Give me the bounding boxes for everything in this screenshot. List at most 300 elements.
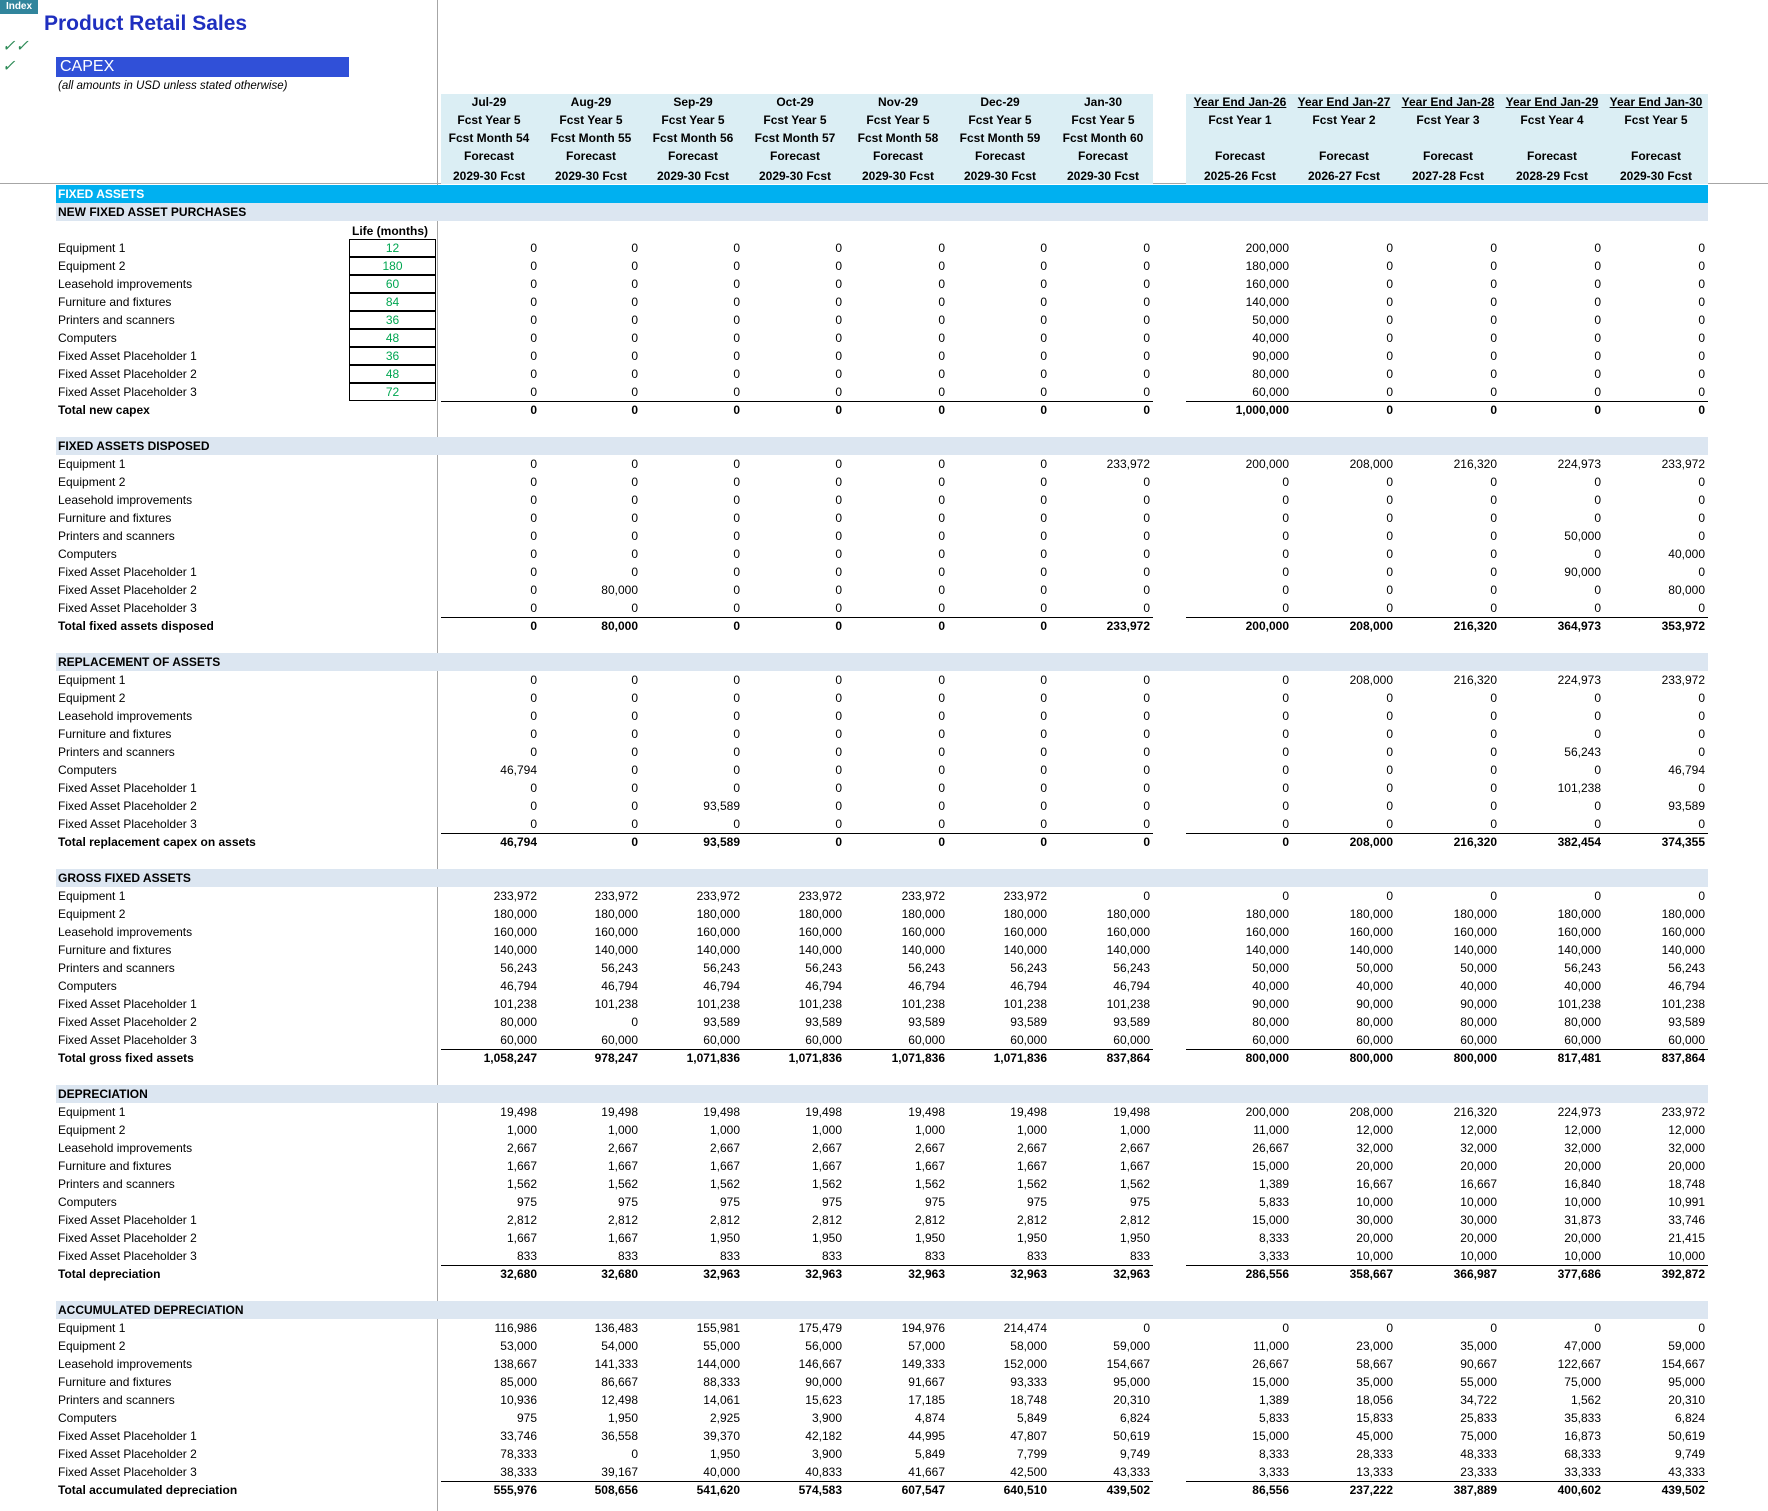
fixed-assets-bar <box>56 185 1708 203</box>
cell-value: 833 <box>516 1249 537 1263</box>
cell-value: 32,000 <box>1668 1141 1705 1155</box>
total-value: 93,589 <box>703 835 740 849</box>
column-header-date: Oct-29 <box>776 95 814 109</box>
cell-value: 0 <box>938 781 945 795</box>
cell-value: 0 <box>530 727 537 741</box>
subtitle: (all amounts in USD unless stated otherwise) <box>58 80 288 92</box>
row-label: Computers <box>58 763 117 777</box>
cell-value: 8,333 <box>1258 1231 1289 1245</box>
cell-value: 214,474 <box>1003 1321 1047 1335</box>
check-icon-double: ✓✓ <box>2 38 29 55</box>
total-value: 0 <box>835 619 842 633</box>
row-label: Equipment 2 <box>58 1339 126 1353</box>
cell-value: 19,498 <box>703 1105 740 1119</box>
cell-value: 32,000 <box>1356 1141 1393 1155</box>
row-label: Printers and scanners <box>58 529 175 543</box>
cell-value: 0 <box>1143 475 1150 489</box>
total-value: 387,889 <box>1453 1483 1497 1497</box>
cell-value: 155,981 <box>696 1321 740 1335</box>
cell-value: 0 <box>1282 475 1289 489</box>
cell-value: 0 <box>1386 709 1393 723</box>
cell-value: 15,000 <box>1252 1159 1289 1173</box>
cell-value: 0 <box>631 457 638 471</box>
cell-value: 58,667 <box>1356 1357 1393 1371</box>
cell-value: 56,243 <box>1564 961 1601 975</box>
cell-value: 93,589 <box>703 1015 740 1029</box>
cell-value: 0 <box>530 745 537 759</box>
row-label: Equipment 1 <box>58 241 126 255</box>
cell-value: 33,333 <box>1564 1465 1601 1479</box>
total-label: Total fixed assets disposed <box>58 619 214 633</box>
cell-value: 32,000 <box>1460 1141 1497 1155</box>
column-header-date: Year End Jan-28 <box>1401 95 1495 109</box>
section-label: ACCUMULATED DEPRECIATION <box>58 1303 244 1317</box>
row-label: Printers and scanners <box>58 1393 175 1407</box>
cell-value: 95,000 <box>1668 1375 1705 1389</box>
cell-value: 0 <box>835 745 842 759</box>
cell-value: 0 <box>938 799 945 813</box>
total-value: 0 <box>1143 835 1150 849</box>
cell-value: 180,000 <box>1003 907 1047 921</box>
cell-value: 0 <box>1698 313 1705 327</box>
column-header-fy: 2029-30 Fcst <box>1066 169 1140 183</box>
cell-value: 90,000 <box>1564 565 1601 579</box>
cell-value: 154,667 <box>1661 1357 1705 1371</box>
row-label: Fixed Asset Placeholder 3 <box>58 1033 197 1047</box>
cell-value: 0 <box>835 547 842 561</box>
cell-value: 0 <box>1282 691 1289 705</box>
cell-value: 1,950 <box>914 1231 945 1245</box>
section-bar <box>56 1085 1708 1103</box>
cell-value: 33,746 <box>500 1429 537 1443</box>
cell-value: 0 <box>938 529 945 543</box>
total-value: 555,976 <box>493 1483 537 1497</box>
cell-value: 975 <box>1026 1195 1047 1209</box>
cell-value: 0 <box>1386 511 1393 525</box>
cell-value: 0 <box>733 295 740 309</box>
total-value: 200,000 <box>1245 619 1289 633</box>
cell-value: 146,667 <box>798 1357 842 1371</box>
column-header-month: Fcst Month 60 <box>1062 131 1144 145</box>
cell-value: 0 <box>1143 799 1150 813</box>
life-months-input[interactable]: 36 <box>349 347 436 365</box>
cell-value: 59,000 <box>1113 1339 1150 1353</box>
cell-value: 0 <box>733 241 740 255</box>
cell-value: 0 <box>1490 1321 1497 1335</box>
cell-value: 0 <box>938 241 945 255</box>
cell-value: 0 <box>835 241 842 255</box>
cell-value: 0 <box>1143 745 1150 759</box>
total-label: Total new capex <box>58 403 150 417</box>
cell-value: 0 <box>1594 1321 1601 1335</box>
cell-value: 0 <box>835 691 842 705</box>
cell-value: 20,310 <box>1113 1393 1150 1407</box>
cell-value: 0 <box>733 565 740 579</box>
column-header-date: Sep-29 <box>673 95 713 109</box>
total-rule <box>1186 833 1708 834</box>
cell-value: 0 <box>733 367 740 381</box>
row-label: Furniture and fixtures <box>58 1159 172 1173</box>
cell-value: 0 <box>733 313 740 327</box>
column-header-type: Forecast <box>1214 149 1266 163</box>
life-months-input[interactable]: 48 <box>349 329 436 347</box>
cell-value: 180,000 <box>1661 907 1705 921</box>
cell-value: 16,667 <box>1356 1177 1393 1191</box>
cell-value: 1,667 <box>607 1159 638 1173</box>
cell-value: 0 <box>1040 241 1047 255</box>
cell-value: 56,243 <box>703 961 740 975</box>
cell-value: 160,000 <box>901 925 945 939</box>
column-header-type: Forecast <box>1077 149 1129 163</box>
cell-value: 40,000 <box>1252 979 1289 993</box>
cell-value: 0 <box>1040 781 1047 795</box>
life-months-input[interactable]: 84 <box>349 293 436 311</box>
row-label: Printers and scanners <box>58 745 175 759</box>
cell-value: 0 <box>1594 493 1601 507</box>
cell-value: 43,333 <box>1668 1465 1705 1479</box>
cell-value: 3,900 <box>811 1411 842 1425</box>
cell-value: 0 <box>1698 367 1705 381</box>
cell-value: 140,000 <box>1557 943 1601 957</box>
cell-value: 160,000 <box>696 925 740 939</box>
cell-value: 0 <box>938 601 945 615</box>
total-value: 640,510 <box>1003 1483 1047 1497</box>
cell-value: 90,000 <box>1460 997 1497 1011</box>
cell-value: 56,243 <box>601 961 638 975</box>
cell-value: 0 <box>733 457 740 471</box>
cell-value: 0 <box>530 547 537 561</box>
cell-value: 0 <box>938 763 945 777</box>
total-rule <box>1186 1481 1708 1482</box>
cell-value: 28,333 <box>1356 1447 1393 1461</box>
total-value: 0 <box>530 619 537 633</box>
cell-value: 0 <box>530 259 537 273</box>
life-months-input[interactable]: 36 <box>349 311 436 329</box>
cell-value: 60,000 <box>1356 1033 1393 1047</box>
row-label: Fixed Asset Placeholder 2 <box>58 1231 197 1245</box>
cell-value: 0 <box>1143 601 1150 615</box>
row-label: Equipment 2 <box>58 475 126 489</box>
cell-value: 975 <box>1129 1195 1150 1209</box>
cell-value: 1,950 <box>811 1231 842 1245</box>
cell-value: 0 <box>1594 511 1601 525</box>
section-bar <box>56 869 1708 887</box>
cell-value: 0 <box>835 727 842 741</box>
cell-value: 0 <box>631 781 638 795</box>
cell-value: 10,991 <box>1668 1195 1705 1209</box>
column-header-year: Fcst Year 1 <box>1208 113 1272 127</box>
total-label: Total depreciation <box>58 1267 161 1281</box>
section-label: GROSS FIXED ASSETS <box>58 871 191 885</box>
page-title: Product Retail Sales <box>44 12 248 35</box>
cell-value: 0 <box>1698 889 1705 903</box>
cell-value: 46,794 <box>601 979 638 993</box>
cell-value: 0 <box>1282 529 1289 543</box>
cell-value: 0 <box>1490 277 1497 291</box>
cell-value: 0 <box>733 745 740 759</box>
cell-value: 1,950 <box>607 1411 638 1425</box>
cell-value: 0 <box>1386 241 1393 255</box>
cell-value: 90,667 <box>1460 1357 1497 1371</box>
cell-value: 12,000 <box>1668 1123 1705 1137</box>
cell-value: 0 <box>835 817 842 831</box>
cell-value: 0 <box>631 331 638 345</box>
total-value: 1,000,000 <box>1235 403 1289 417</box>
cell-value: 200,000 <box>1245 241 1289 255</box>
cell-value: 160,000 <box>1453 925 1497 939</box>
cell-value: 16,840 <box>1564 1177 1601 1191</box>
cell-value: 46,794 <box>1010 979 1047 993</box>
cell-value: 15,000 <box>1252 1375 1289 1389</box>
cell-value: 0 <box>1282 583 1289 597</box>
cell-value: 1,667 <box>1119 1159 1150 1173</box>
life-months-input[interactable]: 60 <box>349 275 436 293</box>
section-title: CAPEX <box>56 57 349 77</box>
row-label: Computers <box>58 979 117 993</box>
cell-value: 10,000 <box>1564 1249 1601 1263</box>
cell-value: 0 <box>938 313 945 327</box>
cell-value: 0 <box>1040 709 1047 723</box>
cell-value: 19,498 <box>805 1105 842 1119</box>
cell-value: 0 <box>1143 295 1150 309</box>
cell-value: 0 <box>1386 367 1393 381</box>
cell-value: 40,000 <box>1564 979 1601 993</box>
column-header-type: Forecast <box>769 149 821 163</box>
cell-value: 0 <box>631 295 638 309</box>
life-months-input[interactable]: 48 <box>349 365 436 383</box>
cell-value: 0 <box>631 727 638 741</box>
cell-value: 41,667 <box>908 1465 945 1479</box>
cell-value: 0 <box>1040 799 1047 813</box>
cell-value: 0 <box>1282 763 1289 777</box>
cell-value: 216,320 <box>1453 457 1497 471</box>
cell-value: 0 <box>1282 565 1289 579</box>
cell-value: 40,000 <box>1252 331 1289 345</box>
row-label: Fixed Asset Placeholder 3 <box>58 601 197 615</box>
cell-value: 0 <box>1698 565 1705 579</box>
cell-value: 6,824 <box>1119 1411 1150 1425</box>
cell-value: 30,000 <box>1460 1213 1497 1227</box>
cell-value: 12,498 <box>601 1393 638 1407</box>
total-value: 358,667 <box>1349 1267 1393 1281</box>
cell-value: 0 <box>631 547 638 561</box>
total-value: 0 <box>835 403 842 417</box>
cell-value: 3,900 <box>811 1447 842 1461</box>
index-button[interactable]: Index <box>0 0 38 14</box>
column-header-type: Forecast <box>1422 149 1474 163</box>
cell-value: 0 <box>835 277 842 291</box>
column-header-type: Forecast <box>565 149 617 163</box>
cell-value: 0 <box>631 313 638 327</box>
cell-value: 56,243 <box>805 961 842 975</box>
cell-value: 160,000 <box>1349 925 1393 939</box>
row-label: Fixed Asset Placeholder 3 <box>58 1249 197 1263</box>
cell-value: 12,000 <box>1356 1123 1393 1137</box>
cell-value: 0 <box>1040 601 1047 615</box>
life-months-input[interactable]: 180 <box>349 257 436 275</box>
cell-value: 54,000 <box>601 1339 638 1353</box>
cell-value: 50,000 <box>1252 961 1289 975</box>
cell-value: 7,799 <box>1016 1447 1047 1461</box>
section-label: NEW FIXED ASSET PURCHASES <box>58 205 247 219</box>
row-label: Printers and scanners <box>58 961 175 975</box>
cell-value: 0 <box>733 385 740 399</box>
cell-value: 50,619 <box>1113 1429 1150 1443</box>
cell-value: 140,000 <box>1245 943 1289 957</box>
cell-value: 0 <box>835 349 842 363</box>
cell-value: 0 <box>1143 565 1150 579</box>
cell-value: 0 <box>1594 709 1601 723</box>
cell-value: 31,873 <box>1564 1213 1601 1227</box>
cell-value: 180,000 <box>1557 907 1601 921</box>
total-value: 377,686 <box>1557 1267 1601 1281</box>
column-header-year: Fcst Year 5 <box>1624 113 1688 127</box>
row-label: Fixed Asset Placeholder 1 <box>58 781 197 795</box>
cell-value: 0 <box>1143 817 1150 831</box>
cell-value: 1,562 <box>1570 1393 1601 1407</box>
life-months-input[interactable]: 72 <box>349 383 436 401</box>
cell-value: 180,000 <box>594 907 638 921</box>
total-rule <box>1186 1049 1708 1050</box>
cell-value: 20,000 <box>1356 1231 1393 1245</box>
cell-value: 0 <box>631 673 638 687</box>
cell-value: 1,667 <box>607 1231 638 1245</box>
cell-value: 0 <box>631 259 638 273</box>
cell-value: 0 <box>1386 691 1393 705</box>
cell-value: 47,807 <box>1010 1429 1047 1443</box>
cell-value: 0 <box>1282 889 1289 903</box>
total-value: 366,987 <box>1453 1267 1497 1281</box>
cell-value: 15,000 <box>1252 1213 1289 1227</box>
cell-value: 136,483 <box>594 1321 638 1335</box>
cell-value: 0 <box>1386 493 1393 507</box>
cell-value: 0 <box>1594 691 1601 705</box>
cell-value: 101,238 <box>798 997 842 1011</box>
cell-value: 17,185 <box>908 1393 945 1407</box>
cell-value: 10,936 <box>500 1393 537 1407</box>
row-label: Equipment 1 <box>58 1321 126 1335</box>
cell-value: 10,000 <box>1460 1249 1497 1263</box>
cell-value: 975 <box>516 1411 537 1425</box>
cell-value: 0 <box>1490 763 1497 777</box>
cell-value: 0 <box>1040 511 1047 525</box>
cell-value: 233,972 <box>594 889 638 903</box>
cell-value: 60,000 <box>1252 385 1289 399</box>
cell-value: 0 <box>1386 799 1393 813</box>
column-header-year: Fcst Year 5 <box>661 113 725 127</box>
cell-value: 35,000 <box>1356 1375 1393 1389</box>
cell-value: 0 <box>938 691 945 705</box>
section-bar <box>56 437 1708 455</box>
cell-value: 19,498 <box>1010 1105 1047 1119</box>
cell-value: 975 <box>821 1195 842 1209</box>
cell-value: 0 <box>938 385 945 399</box>
cell-value: 0 <box>1143 367 1150 381</box>
cell-value: 0 <box>631 529 638 543</box>
cell-value: 0 <box>1040 763 1047 777</box>
total-value: 800,000 <box>1453 1051 1497 1065</box>
cell-value: 0 <box>1698 817 1705 831</box>
column-header-type: Forecast <box>974 149 1026 163</box>
total-rule <box>441 1481 1153 1482</box>
cell-value: 101,238 <box>1106 997 1150 1011</box>
cell-value: 80,000 <box>1668 583 1705 597</box>
cell-value: 0 <box>1490 745 1497 759</box>
cell-value: 0 <box>1594 799 1601 813</box>
fixed-assets-label: FIXED ASSETS <box>58 187 145 201</box>
cell-value: 14,061 <box>703 1393 740 1407</box>
cell-value: 0 <box>530 475 537 489</box>
cell-value: 101,238 <box>1557 997 1601 1011</box>
cell-value: 0 <box>1282 817 1289 831</box>
row-label: Computers <box>58 1411 117 1425</box>
cell-value: 180,000 <box>1245 259 1289 273</box>
cell-value: 21,415 <box>1668 1231 1705 1245</box>
cell-value: 2,812 <box>811 1213 842 1227</box>
cell-value: 180,000 <box>696 907 740 921</box>
total-value: 32,963 <box>1113 1267 1150 1281</box>
cell-value: 56,000 <box>805 1339 842 1353</box>
cell-value: 0 <box>733 781 740 795</box>
cell-value: 0 <box>1386 331 1393 345</box>
total-label: Total gross fixed assets <box>58 1051 194 1065</box>
life-months-input[interactable]: 12 <box>349 239 436 257</box>
cell-value: 0 <box>938 511 945 525</box>
cell-value: 20,310 <box>1668 1393 1705 1407</box>
cell-value: 0 <box>1594 817 1601 831</box>
cell-value: 0 <box>631 817 638 831</box>
cell-value: 80,000 <box>1564 1015 1601 1029</box>
cell-value: 0 <box>1386 781 1393 795</box>
cell-value: 0 <box>1698 241 1705 255</box>
cell-value: 0 <box>530 601 537 615</box>
cell-value: 0 <box>1594 277 1601 291</box>
cell-value: 0 <box>1490 547 1497 561</box>
row-label: Fixed Asset Placeholder 3 <box>58 1465 197 1479</box>
cell-value: 23,000 <box>1356 1339 1393 1353</box>
total-rule <box>441 1265 1153 1266</box>
total-value: 0 <box>733 403 740 417</box>
cell-value: 0 <box>530 295 537 309</box>
column-header-year: Fcst Year 5 <box>559 113 623 127</box>
cell-value: 0 <box>1594 313 1601 327</box>
column-header-type: Forecast <box>463 149 515 163</box>
cell-value: 19,498 <box>500 1105 537 1119</box>
row-label: Equipment 1 <box>58 673 126 687</box>
cell-value: 149,333 <box>901 1357 945 1371</box>
cell-value: 46,794 <box>1668 979 1705 993</box>
cell-value: 154,667 <box>1106 1357 1150 1371</box>
cell-value: 233,972 <box>798 889 842 903</box>
column-header-date: Year End Jan-27 <box>1297 95 1391 109</box>
cell-value: 2,812 <box>607 1213 638 1227</box>
cell-value: 0 <box>1594 241 1601 255</box>
cell-value: 180,000 <box>1453 907 1497 921</box>
row-label: Furniture and fixtures <box>58 943 172 957</box>
cell-value: 0 <box>1282 781 1289 795</box>
cell-value: 0 <box>1282 493 1289 507</box>
cell-value: 0 <box>1490 295 1497 309</box>
cell-value: 56,243 <box>500 961 537 975</box>
cell-value: 0 <box>1698 1321 1705 1335</box>
cell-value: 0 <box>1490 691 1497 705</box>
cell-value: 0 <box>1040 367 1047 381</box>
section-label: REPLACEMENT OF ASSETS <box>58 655 221 669</box>
cell-value: 0 <box>1386 385 1393 399</box>
cell-value: 0 <box>1040 547 1047 561</box>
cell-value: 160,000 <box>493 925 537 939</box>
cell-value: 0 <box>530 781 537 795</box>
